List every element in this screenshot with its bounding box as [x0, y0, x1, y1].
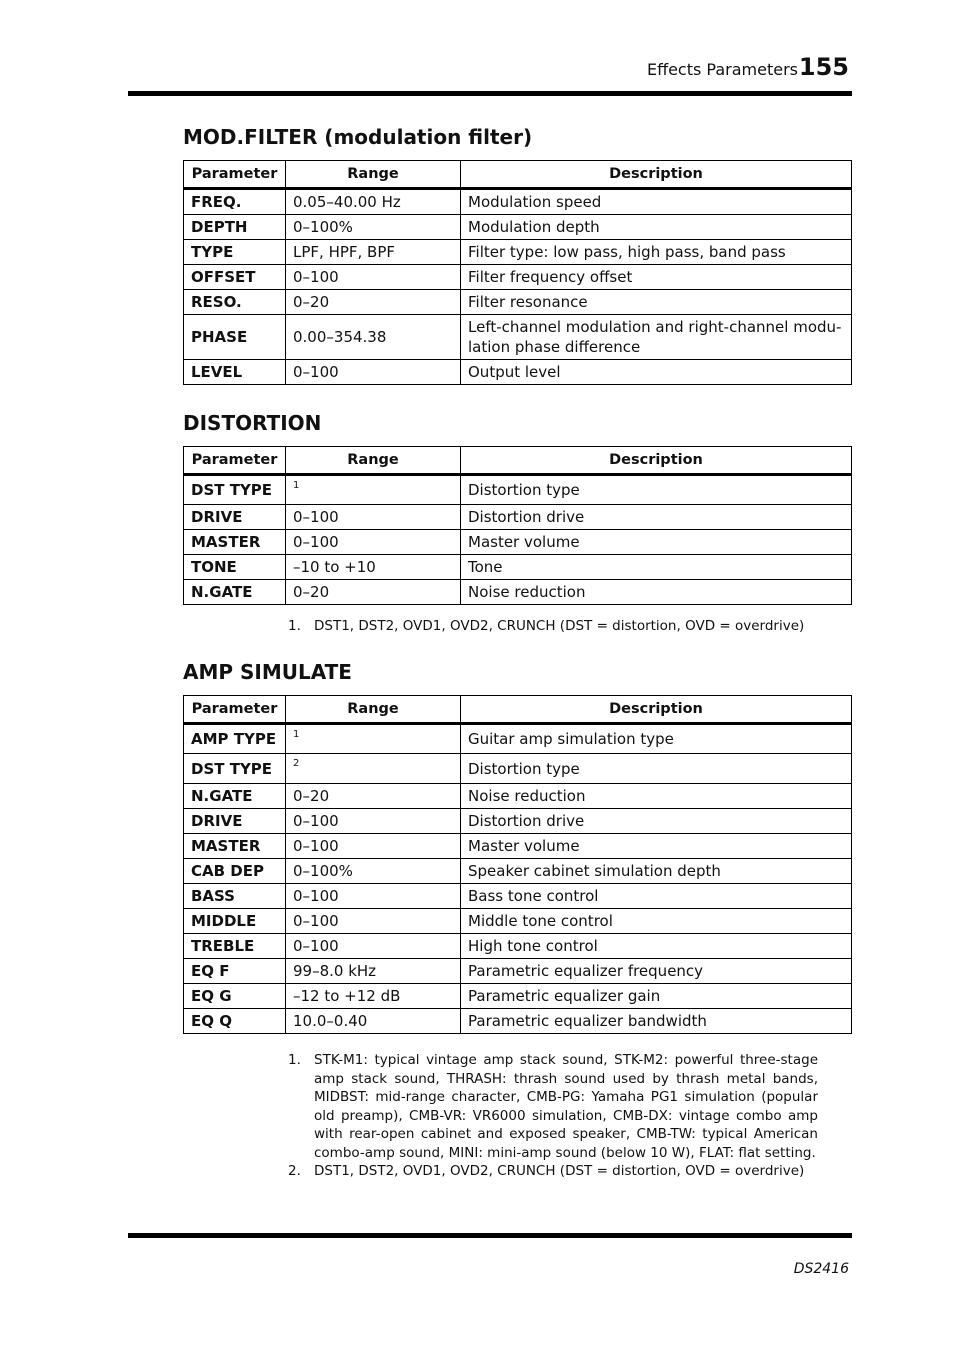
footnote-number: 1.: [288, 1052, 301, 1068]
description-cell: Master volume: [461, 834, 852, 859]
parameter-cell: MASTER: [184, 530, 286, 555]
description-cell: Modulation speed: [461, 189, 852, 215]
description-cell: Distortion drive: [461, 505, 852, 530]
range-cell: 0–100%: [286, 215, 461, 240]
amp-simulate-footnotes: [288, 1051, 818, 1181]
distortion-footnotes: [288, 617, 818, 636]
range-cell: 0–100: [286, 360, 461, 385]
column-header-parameter: Parameter: [184, 447, 286, 475]
table-row: [184, 724, 852, 754]
column-header-parameter: Parameter: [184, 696, 286, 724]
footnote-number: 2.: [288, 1163, 301, 1179]
parameter-cell: OFFSET: [184, 265, 286, 290]
table-row: [184, 884, 852, 909]
range-cell: LPF, HPF, BPF: [286, 240, 461, 265]
range-cell: 0–100: [286, 884, 461, 909]
description-cell: Middle tone control: [461, 909, 852, 934]
parameter-cell: DST TYPE: [184, 475, 286, 505]
description-cell: Distortion drive: [461, 809, 852, 834]
parameter-cell: EQ G: [184, 984, 286, 1009]
table-row: [184, 265, 852, 290]
range-cell: 0–100: [286, 934, 461, 959]
section-title-mod-filter: MOD.FILTER (modulation filter): [183, 125, 533, 149]
parameter-cell: MIDDLE: [184, 909, 286, 934]
parameter-cell: MASTER: [184, 834, 286, 859]
description-cell: Parametric equalizer frequency: [461, 959, 852, 984]
parameter-cell: CAB DEP: [184, 859, 286, 884]
range-cell: 0–100: [286, 909, 461, 934]
table-row: [184, 809, 852, 834]
parameter-cell: EQ Q: [184, 1009, 286, 1034]
description-cell: Output level: [461, 360, 852, 385]
range-cell: –12 to +12 dB: [286, 984, 461, 1009]
table-row: [184, 859, 852, 884]
table-row: [184, 290, 852, 315]
parameter-cell: EQ F: [184, 959, 286, 984]
description-cell: Filter resonance: [461, 290, 852, 315]
description-cell: Noise reduction: [461, 784, 852, 809]
table-row: [184, 530, 852, 555]
column-header-description: Description: [461, 161, 852, 189]
table-header-row: [184, 447, 852, 475]
footnote-text: DST1, DST2, OVD1, OVD2, CRUNCH (DST = distortion, OVD = overdrive): [314, 618, 805, 634]
column-header-parameter: Parameter: [184, 161, 286, 189]
range-cell: 0–20: [286, 784, 461, 809]
table-row: [184, 754, 852, 784]
parameter-cell: RESO.: [184, 290, 286, 315]
table-row: [184, 984, 852, 1009]
section-title-amp-simulate: AMP SIMULATE: [183, 660, 352, 684]
parameter-cell: N.GATE: [184, 580, 286, 605]
range-cell: 0.00–354.38: [286, 315, 461, 360]
parameter-cell: FREQ.: [184, 189, 286, 215]
footer-rule: [128, 1233, 852, 1238]
range-cell: 0–100: [286, 834, 461, 859]
parameter-cell: LEVEL: [184, 360, 286, 385]
range-cell: 0–20: [286, 290, 461, 315]
description-cell: Guitar amp simulation type: [461, 724, 852, 754]
range-cell: –10 to +10: [286, 555, 461, 580]
range-cell: 0–100: [286, 530, 461, 555]
description-cell: Bass tone control: [461, 884, 852, 909]
range-cell: 99–8.0 kHz: [286, 959, 461, 984]
mod-filter-table: [183, 160, 852, 385]
page-number: 155: [798, 53, 849, 81]
table-row: [184, 475, 852, 505]
range-cell: 0–100: [286, 265, 461, 290]
table-row: [184, 555, 852, 580]
description-cell: Noise reduction: [461, 580, 852, 605]
description-cell: Parametric equalizer bandwidth: [461, 1009, 852, 1034]
parameter-cell: TYPE: [184, 240, 286, 265]
range-cell: 0–20: [286, 580, 461, 605]
description-cell: Filter frequency offset: [461, 265, 852, 290]
description-cell: Distortion type: [461, 754, 852, 784]
column-header-range: Range: [286, 447, 461, 475]
table-header-row: [184, 161, 852, 189]
description-cell: High tone control: [461, 934, 852, 959]
table-header-row: [184, 696, 852, 724]
parameter-cell: DST TYPE: [184, 754, 286, 784]
parameter-cell: N.GATE: [184, 784, 286, 809]
table-row: [184, 934, 852, 959]
description-cell: Speaker cabinet simulation depth: [461, 859, 852, 884]
range-cell: 10.0–0.40: [286, 1009, 461, 1034]
table-row: [184, 215, 852, 240]
description-cell: Master volume: [461, 530, 852, 555]
range-cell: 0–100: [286, 505, 461, 530]
document-code: DS2416: [793, 1261, 849, 1277]
footnote-ref: 1: [286, 475, 461, 505]
footnote-text: STK-M1: typical vintage amp stack sound, STK-M2: powerful three-stage amp stack sound, THRASH: thrash sound used by thrash metal bands, MIDBST: mid-range character, CMB-PG: Yamaha PG1 simulation (popular old preamp), CMB-VR: VR6000 simulation, CMB-DX: vintage combo amp with rear-open cabinet and exposed speaker, CMB-TW: typical American combo-amp sound, MINI: mini-amp sound (below 10 W), FLAT: flat setting.: [314, 1052, 818, 1161]
parameter-cell: TREBLE: [184, 934, 286, 959]
description-cell: Distortion type: [461, 475, 852, 505]
table-row: [184, 909, 852, 934]
section-title-distortion: DISTORTION: [183, 411, 322, 435]
amp-simulate-table: [183, 695, 852, 1034]
column-header-range: Range: [286, 161, 461, 189]
table-row: [184, 784, 852, 809]
description-cell: Parametric equalizer gain: [461, 984, 852, 1009]
column-header-description: Description: [461, 696, 852, 724]
description-cell: Tone: [461, 555, 852, 580]
footnote-ref: 1: [286, 724, 461, 754]
header-rule: [128, 91, 852, 96]
description-cell: Left-channel modulation and right-channel modu-lation phase difference: [461, 315, 852, 360]
footnote: [288, 617, 818, 636]
footnote-number: 1.: [288, 618, 301, 634]
footnote-text: DST1, DST2, OVD1, OVD2, CRUNCH (DST = distortion, OVD = overdrive): [314, 1163, 805, 1179]
distortion-table: [183, 446, 852, 605]
column-header-range: Range: [286, 696, 461, 724]
footnote-ref: 2: [286, 754, 461, 784]
parameter-cell: TONE: [184, 555, 286, 580]
table-row: [184, 360, 852, 385]
footnote: [288, 1162, 818, 1181]
footnote: [288, 1051, 818, 1162]
table-row: [184, 1009, 852, 1034]
parameter-cell: DRIVE: [184, 809, 286, 834]
description-cell: Filter type: low pass, high pass, band pass: [461, 240, 852, 265]
column-header-description: Description: [461, 447, 852, 475]
table-row: [184, 240, 852, 265]
parameter-cell: AMP TYPE: [184, 724, 286, 754]
parameter-cell: PHASE: [184, 315, 286, 360]
table-row: [184, 580, 852, 605]
range-cell: 0.05–40.00 Hz: [286, 189, 461, 215]
description-cell: Modulation depth: [461, 215, 852, 240]
parameter-cell: DRIVE: [184, 505, 286, 530]
table-row: [184, 315, 852, 360]
range-cell: 0–100%: [286, 859, 461, 884]
header-title: Effects Parameters: [646, 60, 798, 79]
parameter-cell: DEPTH: [184, 215, 286, 240]
range-cell: 0–100: [286, 809, 461, 834]
table-row: [184, 959, 852, 984]
parameter-cell: BASS: [184, 884, 286, 909]
table-row: [184, 505, 852, 530]
table-row: [184, 834, 852, 859]
table-row: [184, 189, 852, 215]
